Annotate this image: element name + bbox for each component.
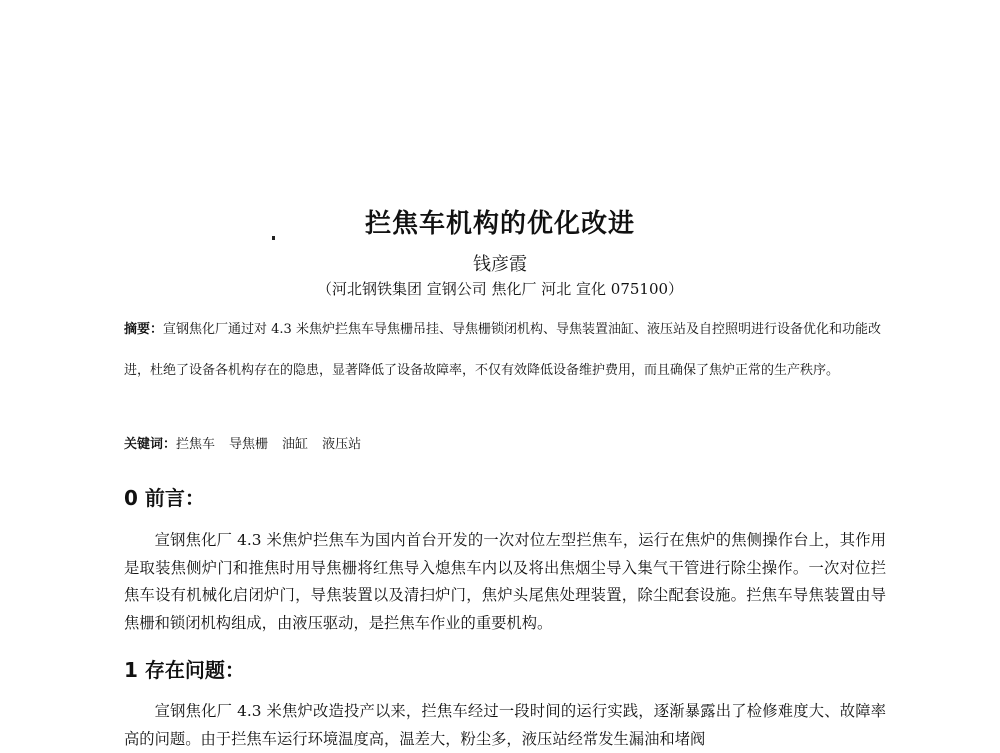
section-paragraph-preface: 宣钢焦化厂 4.3 米焦炉拦焦车为国内首台开发的一次对位左型拦焦车，运行在焦炉的焦侧操作台上，其作用是取装焦侧炉门和推焦时用导焦栅将红焦导入熄焦车内以及将出焦烟尘导入集气干管进行除尘操作。一次对位拦焦车设有机械化启闭炉门，导焦装置以及清扫炉门，焦炉头尾焦处理装置，除尘配套设施。拦焦车导焦装置由导焦栅和锁闭机构组成，由液压驱动，是拦焦车作业的重要机构。 [124, 531, 886, 632]
keyword: 液压站 [322, 437, 362, 452]
section-heading-problems: 1 存在问题： [124, 658, 245, 682]
keywords [124, 433, 375, 452]
keyword: 导焦栅 [229, 437, 269, 452]
paper-title: 拦焦车机构的优化改进 [364, 209, 635, 239]
keyword: 拦焦车 [176, 437, 216, 452]
author-affiliation: （河北钢铁集团 宣钢公司 焦化厂 河北 宣化 075100） [316, 280, 684, 298]
abstract-label: 摘要： [124, 322, 164, 337]
section-heading-preface: 0 前言： [124, 486, 205, 510]
keyword: 油缸 [282, 437, 309, 452]
keywords-label: 关键词： [124, 437, 177, 452]
author-name: 钱彦霞 [473, 254, 527, 275]
abstract-text: 宣钢焦化厂通过对 4.3 米焦炉拦焦车导焦栅吊挂、导焦栅锁闭机构、导焦装置油缸、液压站及自控照明进行设备优化和功能改进，杜绝了设备各机构存在的隐患，显著降低了设备故障率，不仅有效降低设备维护费用，而且确保了焦炉正常的生产秩序。 [124, 322, 881, 378]
section-paragraph-problems: 宣钢焦化厂 4.3 米焦炉改造投产以来，拦焦车经过一段时间的运行实践，逐渐暴露出了检修难度大、故障率高的问题。由于拦焦车运行环境温度高，温差大，粉尘多，液压站经常发生漏油和堵阀 [124, 702, 886, 748]
abstract [124, 309, 886, 391]
